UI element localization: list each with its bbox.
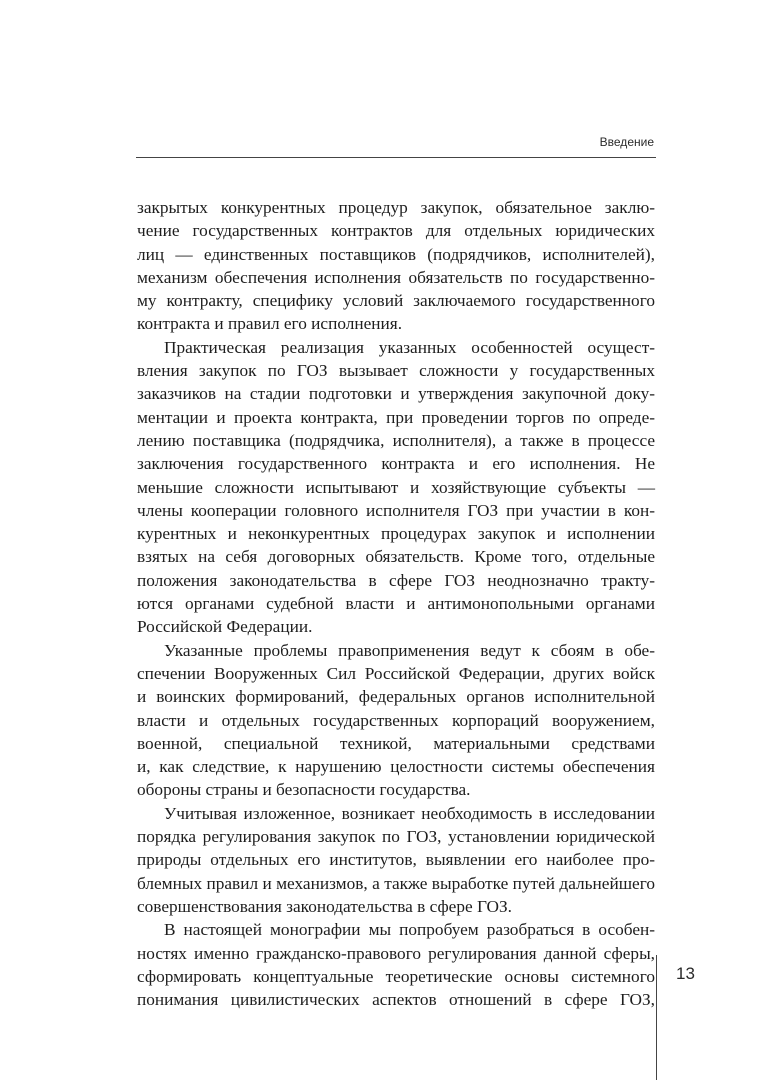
- text-line: заказчиков на стадии подготовки и утверждения закупочной доку-: [137, 384, 655, 404]
- text-line: природы отдельных его институтов, выявлении его наиболее про-: [137, 850, 655, 870]
- text-line: вления закупок по ГОЗ вызывает сложности у государственных: [137, 361, 655, 381]
- text-line: порядка регулирования закупок по ГОЗ, установлении юридической: [137, 827, 655, 847]
- text-line: понимания цивилистических аспектов отношений в сфере ГОЗ,: [137, 990, 655, 1010]
- text-line: совершенствования законодательства в сфере ГОЗ.: [137, 896, 512, 916]
- text-line: ностях именно гражданско-правового регулирования данной сферы,: [137, 943, 655, 963]
- text-line: В настоящей монографии мы попробуем разобраться в особен-: [164, 920, 655, 940]
- header-rule: [136, 157, 656, 158]
- text-line: ментации и проекта контракта, при проведении торгов по опреде-: [137, 407, 655, 427]
- text-line: чение государственных контрактов для отдельных юридических: [137, 221, 655, 241]
- text-line: Указанные проблемы правоприменения ведут к сбоям в обе-: [164, 640, 655, 660]
- text-line: спечении Вооруженных Сил Российской Федерации, других войск: [137, 663, 655, 683]
- text-line: ются органами судебной власти и антимонопольными органами: [137, 594, 655, 614]
- text-line: Практическая реализация указанных особенностей осущест-: [164, 337, 655, 357]
- text-line: меньшие сложности испытывают и хозяйствующие субъекты —: [137, 477, 655, 497]
- text-line: курентных и неконкурентных процедурах закупок и исполнении: [137, 524, 655, 544]
- text-line: обороны страны и безопасности государства.: [137, 780, 471, 800]
- running-head: Введение: [599, 135, 654, 149]
- text-line: Российской Федерации.: [137, 617, 313, 637]
- paragraph-5: [137, 918, 655, 1011]
- text-line: члены кооперации головного исполнителя ГОЗ при участии в кон-: [137, 500, 655, 520]
- text-line: механизм обеспечения исполнения обязательств по государственно-: [137, 267, 655, 287]
- text-line: и, как следствие, к нарушению целостности системы обеспечения: [137, 757, 655, 777]
- text-line: закрытых конкурентных процедур закупок, обязательное заклю-: [137, 198, 655, 217]
- text-line: сформировать концептуальные теоретические основы системного: [137, 966, 655, 986]
- text-line: власти и отдельных государственных корпораций вооружением,: [137, 710, 655, 730]
- text-line: взятых на себя договорных обязательств. Кроме того, отдельные: [137, 547, 655, 567]
- body-text: [137, 196, 655, 1011]
- text-line: Учитывая изложенное, возникает необходимость в исследовании: [164, 803, 655, 823]
- paragraph-4: [137, 802, 655, 918]
- text-line: блемных правил и механизмов, а также выработке путей дальнейшего: [137, 873, 655, 893]
- page-number-rule: [656, 955, 657, 1080]
- text-line: военной, специальной техникой, материальными средствами: [137, 733, 655, 753]
- page-number: 13: [676, 964, 695, 983]
- text-line: лиц — единственных поставщиков (подрядчиков, исполнителей),: [137, 244, 655, 264]
- text-line: контракта и правил его исполнения.: [137, 314, 403, 334]
- paragraph-2: [137, 336, 655, 639]
- text-line: му контракту, специфику условий заключаемого государственного: [137, 291, 655, 311]
- text-line: лению поставщика (подрядчика, исполнителя), а также в процессе: [137, 430, 655, 450]
- text-line: заключения государственного контракта и его исполнения. Не: [137, 454, 655, 474]
- paragraph-3: [137, 639, 655, 802]
- text-line: и воинских формирований, федеральных органов исполнительной: [137, 687, 655, 707]
- paragraph-1: [137, 196, 655, 336]
- text-line: положения законодательства в сфере ГОЗ неоднозначно тракту-: [137, 570, 655, 590]
